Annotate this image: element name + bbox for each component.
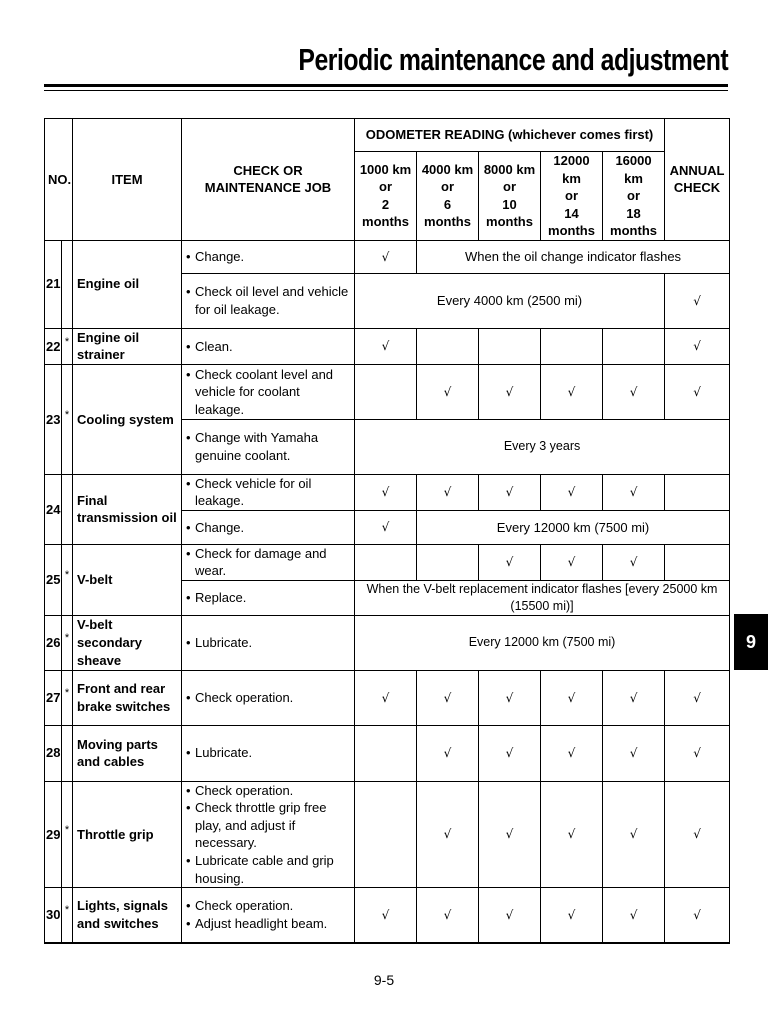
maintenance-job	[182, 474, 355, 510]
table-row	[45, 364, 730, 419]
check-mark: √	[355, 670, 417, 725]
item-name: Engine oil strainer	[73, 328, 182, 364]
check-mark	[479, 328, 541, 364]
header-odo-4	[541, 152, 603, 241]
header-job: CHECK OR MAINTENANCE JOB	[182, 119, 355, 241]
header-line: or	[627, 188, 641, 204]
check-mark: √	[479, 544, 541, 580]
check-mark: √	[603, 474, 665, 510]
job-line: • Check operation.	[186, 782, 351, 800]
check-mark: √	[541, 725, 603, 781]
header-line: 1000 km	[359, 161, 412, 177]
title-rule-thin	[44, 90, 728, 91]
header-line: or	[441, 179, 454, 195]
job-line: • Change with Yamaha genuine coolant.	[186, 429, 351, 464]
header-no: NO.	[45, 119, 73, 241]
job-line: • Replace.	[186, 589, 351, 607]
check-mark	[417, 328, 479, 364]
check-mark: √	[665, 888, 730, 943]
page-title: Periodic maintenance and adjustment	[298, 42, 728, 77]
check-mark	[541, 328, 603, 364]
header-line: or	[379, 179, 392, 195]
row-asterisk	[62, 615, 73, 670]
page-number: 9-5	[373, 972, 395, 988]
header-line: 2 months	[362, 196, 409, 230]
check-mark: √	[479, 670, 541, 725]
item-name: V-belt	[73, 544, 182, 615]
check-mark	[355, 725, 417, 781]
check-mark: √	[541, 474, 603, 510]
job-line: • Check operation.	[186, 689, 351, 707]
maintenance-job	[182, 725, 355, 781]
asterisk-mark: *	[64, 408, 70, 421]
header-odo-1	[355, 152, 417, 241]
job-line: • Check operation.	[186, 897, 351, 915]
maintenance-job	[182, 670, 355, 725]
check-mark: √	[665, 273, 730, 328]
header-line: 10 months	[486, 196, 533, 230]
check-mark: √	[603, 781, 665, 887]
header-line: 14 months	[548, 205, 595, 239]
item-name: Engine oil	[73, 240, 182, 328]
table-row	[45, 615, 730, 670]
row-asterisk	[62, 474, 73, 544]
item-name: Lights, signals and switches	[73, 888, 182, 943]
interval-note: Every 4000 km (2500 mi)	[355, 273, 665, 328]
item-name: Cooling system	[73, 364, 182, 474]
header-odo-3	[479, 152, 541, 241]
check-mark	[355, 781, 417, 887]
row-number: 22	[45, 328, 62, 364]
row-asterisk	[62, 888, 73, 943]
job-line: • Change.	[186, 248, 351, 266]
maintenance-job	[182, 615, 355, 670]
item-name: Moving parts and cables	[73, 725, 182, 781]
asterisk-mark: *	[64, 687, 70, 700]
header-line: 12000 km	[553, 153, 590, 186]
asterisk-mark: *	[64, 904, 70, 917]
table-row	[45, 888, 730, 943]
check-mark	[355, 364, 417, 419]
maintenance-job	[182, 419, 355, 474]
row-number: 21	[45, 240, 62, 328]
header-line: 16000 km	[615, 153, 652, 186]
check-mark: √	[603, 364, 665, 419]
table-row	[45, 240, 730, 273]
table-row	[45, 781, 730, 887]
row-number: 28	[45, 725, 62, 781]
check-mark	[603, 328, 665, 364]
check-mark: √	[665, 328, 730, 364]
check-mark: √	[541, 888, 603, 943]
table-row	[45, 670, 730, 725]
header-line: 18 months	[610, 205, 657, 239]
header-odo-2	[417, 152, 479, 241]
row-number: 29	[45, 781, 62, 887]
header-line: 4000 km	[421, 161, 474, 177]
interval-note: When the oil change indicator flashes	[417, 240, 730, 273]
check-mark: √	[417, 781, 479, 887]
table-row	[45, 474, 730, 510]
item-name: Front and rear brake switches	[73, 670, 182, 725]
job-line: • Change.	[186, 519, 351, 537]
header-odo-5	[603, 152, 665, 241]
check-mark: √	[355, 474, 417, 510]
title-rule	[44, 84, 728, 87]
check-mark: √	[665, 781, 730, 887]
check-mark: √	[479, 781, 541, 887]
chapter-tab: 9	[734, 614, 768, 670]
check-mark: √	[417, 725, 479, 781]
job-line: • Lubricate.	[186, 744, 351, 762]
job-line: • Lubricate cable and grip housing.	[186, 852, 351, 887]
header-line: ANNUAL	[669, 162, 725, 178]
check-mark: √	[541, 781, 603, 887]
check-mark: √	[417, 670, 479, 725]
check-mark: √	[479, 364, 541, 419]
item-name: Final transmission oil	[73, 474, 182, 544]
check-mark: √	[665, 364, 730, 419]
row-number: 23	[45, 364, 62, 474]
maintenance-job	[182, 240, 355, 273]
row-asterisk	[62, 781, 73, 887]
check-mark: √	[665, 670, 730, 725]
header-line: CHECK	[673, 180, 721, 196]
header-line: or	[565, 188, 578, 204]
check-mark: √	[541, 364, 603, 419]
job-line: • Clean.	[186, 338, 351, 356]
check-mark: √	[355, 328, 417, 364]
row-number: 30	[45, 888, 62, 943]
header-annual-check	[665, 119, 730, 241]
job-line: • Check for damage and wear.	[186, 545, 351, 580]
check-mark: √	[479, 725, 541, 781]
check-mark	[417, 544, 479, 580]
check-mark: √	[665, 725, 730, 781]
asterisk-mark: *	[64, 823, 70, 836]
check-mark: √	[355, 510, 417, 544]
row-asterisk	[62, 328, 73, 364]
check-mark: √	[355, 888, 417, 943]
table-row	[45, 328, 730, 364]
row-number: 26	[45, 615, 62, 670]
interval-note: When the V-belt replacement indicator flashes [every 25000 km (15500 mi)]	[355, 581, 730, 616]
asterisk-mark: *	[64, 569, 70, 582]
check-mark: √	[417, 888, 479, 943]
maintenance-job	[182, 581, 355, 616]
interval-note: Every 3 years	[355, 419, 730, 474]
check-mark: √	[541, 670, 603, 725]
job-line: • Check oil level and vehicle for oil leakage.	[186, 283, 351, 318]
check-mark: √	[603, 888, 665, 943]
check-mark: √	[417, 364, 479, 419]
table-row	[45, 725, 730, 781]
maintenance-job	[182, 781, 355, 887]
check-mark: √	[603, 725, 665, 781]
job-line: • Check throttle grip free play, and adjust if necessary.	[186, 799, 351, 852]
job-line: • Lubricate.	[186, 634, 351, 652]
check-mark	[665, 544, 730, 580]
check-mark: √	[417, 474, 479, 510]
header-line: or	[503, 179, 516, 195]
asterisk-mark: *	[64, 335, 70, 348]
row-asterisk	[62, 725, 73, 781]
row-asterisk	[62, 240, 73, 328]
check-mark: √	[479, 888, 541, 943]
check-mark: √	[355, 240, 417, 273]
header-item: ITEM	[73, 119, 182, 241]
row-number: 24	[45, 474, 62, 544]
header-odometer: ODOMETER READING (whichever comes first)	[355, 119, 665, 152]
maintenance-table	[44, 118, 730, 944]
maintenance-job	[182, 888, 355, 943]
interval-note: Every 12000 km (7500 mi)	[355, 615, 730, 670]
item-name: Throttle grip	[73, 781, 182, 887]
check-mark	[355, 544, 417, 580]
asterisk-mark: *	[64, 632, 70, 645]
row-asterisk	[62, 544, 73, 615]
check-mark	[665, 474, 730, 510]
row-number: 27	[45, 670, 62, 725]
job-line: • Check vehicle for oil leakage.	[186, 475, 351, 510]
row-asterisk	[62, 670, 73, 725]
check-mark: √	[603, 544, 665, 580]
maintenance-job	[182, 510, 355, 544]
check-mark: √	[603, 670, 665, 725]
header-line: 8000 km	[483, 161, 536, 177]
job-line: • Check coolant level and vehicle for coolant leakage.	[186, 366, 351, 419]
row-number: 25	[45, 544, 62, 615]
check-mark: √	[479, 474, 541, 510]
row-asterisk	[62, 364, 73, 474]
maintenance-job	[182, 328, 355, 364]
maintenance-job	[182, 364, 355, 419]
table-row	[45, 544, 730, 580]
maintenance-job	[182, 273, 355, 328]
header-line: 6 months	[424, 196, 471, 230]
job-line: • Adjust headlight beam.	[186, 915, 351, 933]
item-name: V-belt secondary sheave	[73, 615, 182, 670]
maintenance-job	[182, 544, 355, 580]
check-mark: √	[541, 544, 603, 580]
interval-note: Every 12000 km (7500 mi)	[417, 510, 730, 544]
